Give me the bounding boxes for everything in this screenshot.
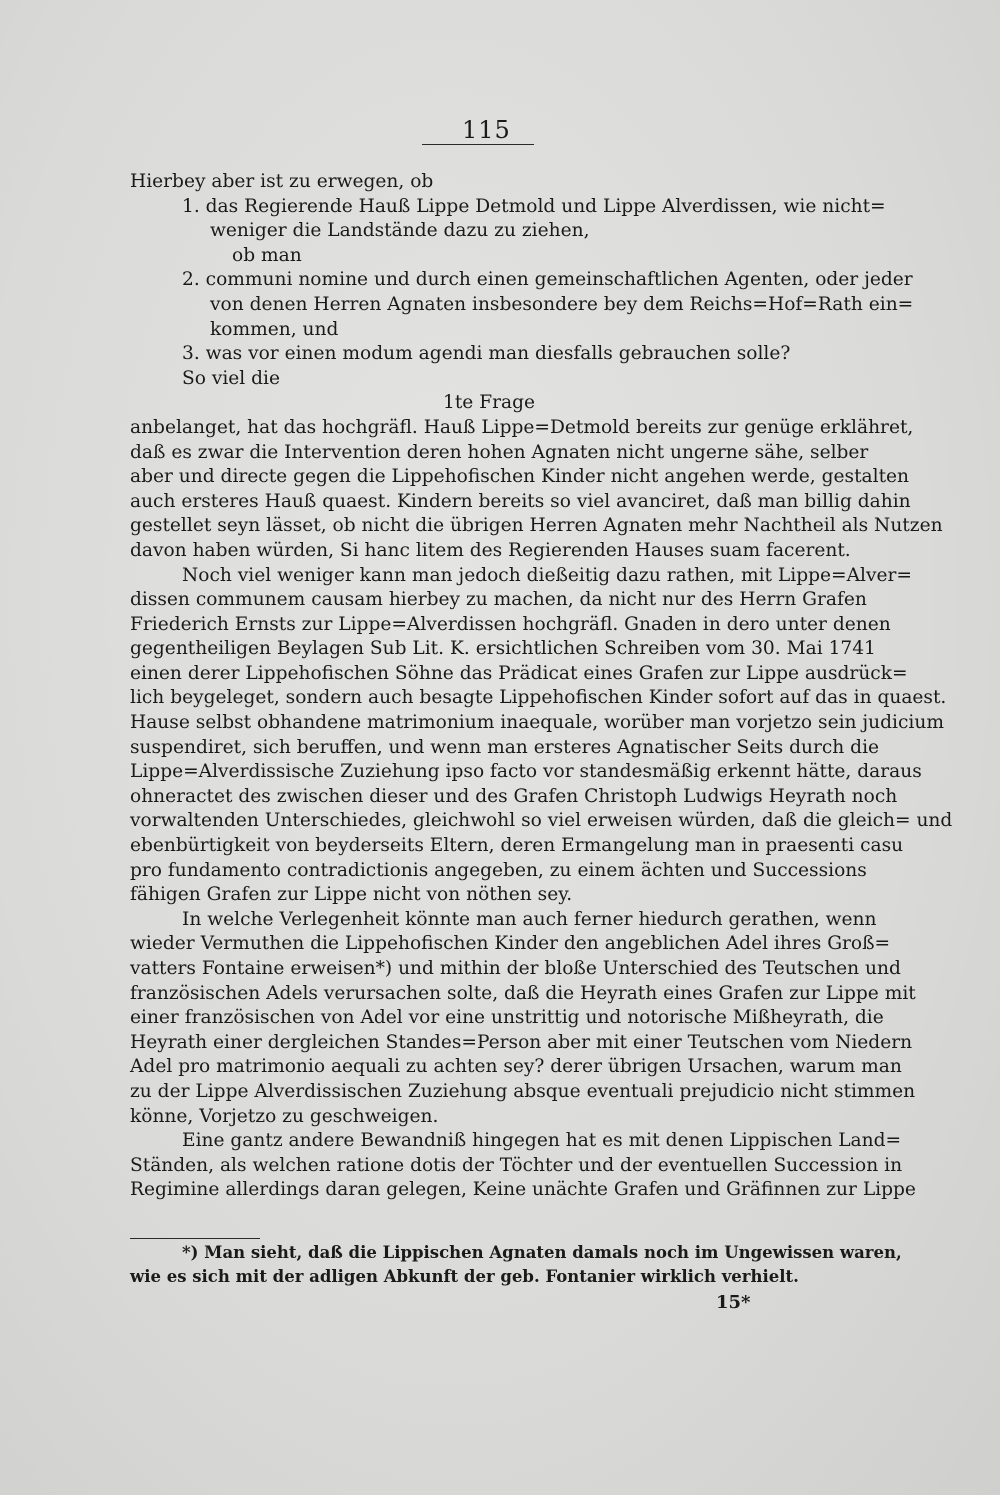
text-line: dissen communem causam hierbey zu machen, da nicht nur des Herrn Grafen [130,589,867,611]
text-line: anbelanget, hat das hochgräfl. Hauß Lippe=Detmold bereits zur genüge erklähret, [130,416,914,438]
text-line: Noch viel weniger kann man jedoch dießeitig dazu rathen, mit Lippe=Alver= [182,564,912,586]
text-line: Ständen, als welchen ratione dotis der Töchter und der eventuellen Succession in [130,1154,903,1176]
text-line: So viel die [182,367,281,389]
text-line: ob man [232,244,302,266]
footnote-line: *) Man sieht, daß die Lippischen Agnaten damals noch im Ungewissen waren, [182,1243,902,1262]
text-line: suspendiret, sich beruffen, und wenn man ersteres Agnatischer Seits durch die [130,736,880,758]
text-line: Regimine allerdings daran gelegen, Keine unächte Grafen und Gräfinnen zur Lippe [130,1179,916,1201]
footnotes [130,1241,902,1289]
text-line: weniger die Landstände dazu zu ziehen, [210,220,590,242]
text-line: ohneractet des zwischen dieser und des Grafen Christoph Ludwigs Heyrath noch [130,785,898,807]
text-line: wieder Vermuthen die Lippehofischen Kinder den angeblichen Adel ihres Groß= [130,933,891,955]
footnote-line: wie es sich mit der adligen Abkunft der geb. Fontanier wirklich verhielt. [130,1267,799,1286]
text-line: 1te Frage [443,392,535,414]
text-line: auch ersteres Hauß quaest. Kindern bereits so viel avanciret, daß man billig dahin [130,490,911,512]
text-line: gegentheiligen Beylagen Sub Lit. K. ersichtlichen Schreiben vom 30. Mai 1741 [130,638,876,660]
text-line: Hause selbst obhandene matrimonium inaequale, worüber man vorjetzo sein judicium [130,712,944,734]
text-line: lich beygeleget, sondern auch besagte Lippehofischen Kinder sofort auf das in quaest. [130,687,947,709]
text-line: aber und directe gegen die Lippehofischen Kinder nicht angehen werde, gestalten [130,466,910,488]
text-line: 3. was vor einen modum agendi man diesfalls gebrauchen solle? [182,343,791,365]
text-line: Friederich Ernsts zur Lippe=Alverdissen hochgräfl. Gnaden in dero unter denen [130,613,891,635]
text-line: Hierbey aber ist zu erwegen, ob [130,171,434,192]
main-text [130,170,953,1203]
text-line: zu der Lippe Alverdissischen Zuziehung absque eventuali prejudicio nicht stimmen [130,1080,916,1102]
text-line: einer französischen von Adel vor eine unstrittig und notorische Mißheyrath, die [130,1007,884,1029]
text-line: französischen Adels verursachen solte, daß die Heyrath eines Grafen zur Lippe mit [130,982,916,1004]
text-line: davon haben würden, Si hanc litem des Regierenden Hauses suam facerent. [130,539,851,561]
text-line: Eine gantz andere Bewandniß hingegen hat es mit denen Lippischen Land= [182,1130,902,1152]
text-line: vorwaltenden Unterschiedes, gleichwohl so viel erweisen würden, daß die gleich= und [130,810,953,832]
text-line: könne, Vorjetzo zu geschweigen. [130,1105,439,1127]
text-line: 2. communi nomine und durch einen gemeinschaftlichen Agenten, oder jeder [182,269,913,291]
text-line: gestellet seyn lässet, ob nicht die übrigen Herren Agnaten mehr Nachtheil als Nutzen [130,515,943,537]
page-number: 115 [462,116,511,144]
text-line: 1. das Regierende Hauß Lippe Detmold und Lippe Alverdissen, wie nicht= [182,195,886,217]
text-line: einen derer Lippehofischen Söhne das Prädicat eines Grafen zur Lippe ausdrück= [130,662,908,684]
text-line: fähigen Grafen zur Lippe nicht von nöthen sey. [130,884,573,906]
signature-mark: 15* [716,1292,751,1313]
text-line: von denen Herren Agnaten insbesondere bey dem Reichs=Hof=Rath ein= [210,293,914,315]
text-line: kommen, und [210,318,339,340]
text-line: Heyrath einer dergleichen Standes=Person aber mit einer Teutschen vom Niedern [130,1031,913,1053]
header-rule [422,144,534,145]
text-line: In welche Verlegenheit könnte man auch ferner hiedurch gerathen, wenn [182,908,877,930]
text-line: pro fundamento contradictionis angegeben, zu einem ächten und Successions [130,859,867,881]
footnote-rule [130,1238,260,1239]
text-line: Adel pro matrimonio aequali zu achten sey? derer übrigen Ursachen, warum man [130,1056,902,1078]
text-line: daß es zwar die Intervention deren hohen Agnaten nicht ungerne sähe, selber [130,441,869,463]
text-line: ebenbürtigkeit von beyderseits Eltern, deren Ermangelung man in praesenti casu [130,835,904,857]
text-line: vatters Fontaine erweisen*) und mithin der bloße Unterschied des Teutschen und [130,958,901,979]
text-line: Lippe=Alverdissische Zuziehung ipso facto vor standesmäßig erkennt hätte, daraus [130,761,922,783]
